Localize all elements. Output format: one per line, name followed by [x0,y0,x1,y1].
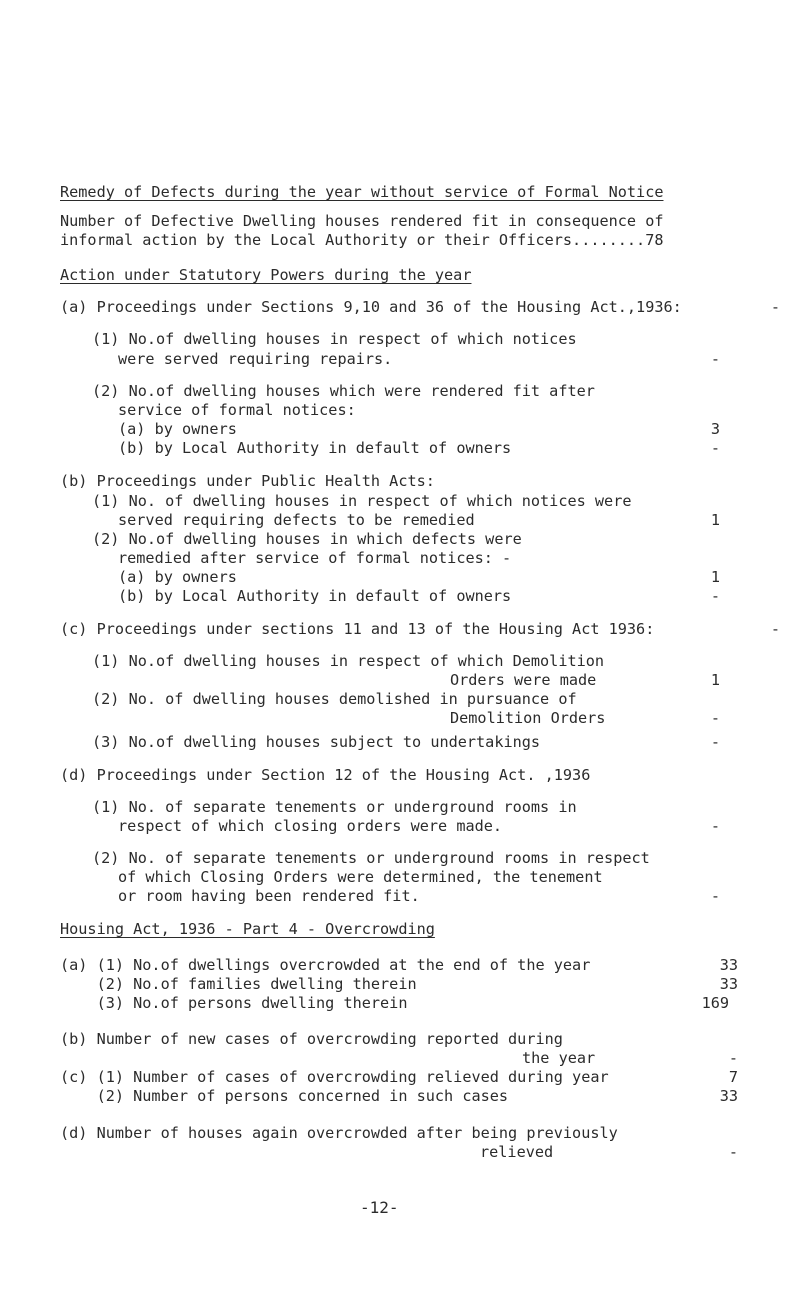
section-b-item1-line2: served requiring defects to be remedied [118,511,475,529]
section-a-title-value: - [770,298,780,316]
section-b-item2-b-value: - [710,587,720,605]
overcrowding-heading: Housing Act, 1936 - Part 4 - Overcrowding [60,920,435,938]
section-a-item2-line2: service of formal notices: [118,401,356,419]
section-c-title-value: - [770,620,780,638]
overcrowding-a-value1: 33 [719,956,738,974]
section-a-item1-value: - [710,350,720,368]
overcrowding-a-line3: (3) No.of persons dwelling therein [60,994,408,1012]
section-d-item2-line1: (2) No. of separate tenements or underground rooms in respect [92,849,650,867]
section-b-item2-b: (b) by Local Authority in default of owners [118,587,512,605]
section-b-item2-a-value: 1 [710,568,720,586]
section-c-item1-line1: (1) No.of dwelling houses in respect of which Demolition [92,652,605,670]
section-c-item1-line2: Orders were made [450,671,597,689]
section-a-item2-a: (a) by owners [118,420,237,438]
overcrowding-a-line2: (2) No.of families dwelling therein [60,975,417,993]
section-a-item1-line1: (1) No.of dwelling houses in respect of which notices [92,330,577,348]
section-b-item1-line1: (1) No. of dwelling houses in respect of which notices were [92,492,632,510]
section-c-item1-value: 1 [710,671,720,689]
section-d-item2-line2: of which Closing Orders were determined, the tenement [118,868,603,886]
overcrowding-b-line1: (b) Number of new cases of overcrowding reported during [60,1030,563,1048]
section-c-title: (c) Proceedings under sections 11 and 13 of the Housing Act 1936: [60,620,655,638]
section-c-item3: (3) No.of dwelling houses subject to undertakings [92,733,541,751]
section-b-item2-line1: (2) No.of dwelling houses in which defects were [92,530,522,548]
overcrowding-a-line1: (a) (1) No.of dwellings overcrowded at the end of the year [60,956,591,974]
section-a-item2-line1: (2) No.of dwelling houses which were rendered fit after [92,382,595,400]
page-number: -12- [360,1198,399,1217]
overcrowding-c-line2: (2) Number of persons concerned in such cases [60,1087,509,1105]
overcrowding-b-line2: the year [522,1049,596,1067]
section-b-item1-value: 1 [710,511,720,529]
overcrowding-b-value: - [728,1049,738,1067]
remedy-heading: Remedy of Defects during the year without service of Formal Notice [60,183,664,201]
section-d-item2-line3: or room having been rendered fit. [118,887,420,905]
overcrowding-d-line1: (d) Number of houses again overcrowded after being previously [60,1124,618,1142]
section-a-item2-a-value: 3 [710,420,720,438]
statutory-heading: Action under Statutory Powers during the year [60,266,472,284]
section-a-item1-line2: were served requiring repairs. [118,350,393,368]
section-a-item2-b: (b) by Local Authority in default of owners [118,439,512,457]
overcrowding-c-value2: 33 [719,1087,738,1105]
section-d-item1-line2: respect of which closing orders were made. [118,817,503,835]
section-b-item2-a: (a) by owners [118,568,237,586]
section-d-item1-line1: (1) No. of separate tenements or underground rooms in [92,798,577,816]
section-a-item2-b-value: - [710,439,720,457]
informal-action-line1: Number of Defective Dwelling houses rendered fit in consequence of [60,212,664,230]
section-c-item2-line1: (2) No. of dwelling houses demolished in pursuance of [92,690,577,708]
overcrowding-a-value3: 169 [701,994,729,1012]
informal-action-line2: informal action by the Local Authority or their Officers........78 [60,231,664,249]
overcrowding-a-value2: 33 [719,975,738,993]
overcrowding-c-value1: 7 [728,1068,738,1086]
section-d-item2-value: - [710,887,720,905]
section-d-title: (d) Proceedings under Section 12 of the Housing Act. ,1936 [60,766,591,784]
section-c-item2-line2: Demolition Orders [450,709,606,727]
section-c-item2-value: - [710,709,720,727]
section-b-item2-line2: remedied after service of formal notices: - [118,549,512,567]
overcrowding-d-value: - [728,1143,738,1161]
overcrowding-c-line1: (c) (1) Number of cases of overcrowding relieved during year [60,1068,609,1086]
section-c-item3-value: - [710,733,720,751]
overcrowding-d-line2: relieved [480,1143,554,1161]
section-b-title: (b) Proceedings under Public Health Acts: [60,472,435,490]
section-a-title: (a) Proceedings under Sections 9,10 and 36 of the Housing Act.,1936: [60,298,682,316]
section-d-item1-value: - [710,817,720,835]
